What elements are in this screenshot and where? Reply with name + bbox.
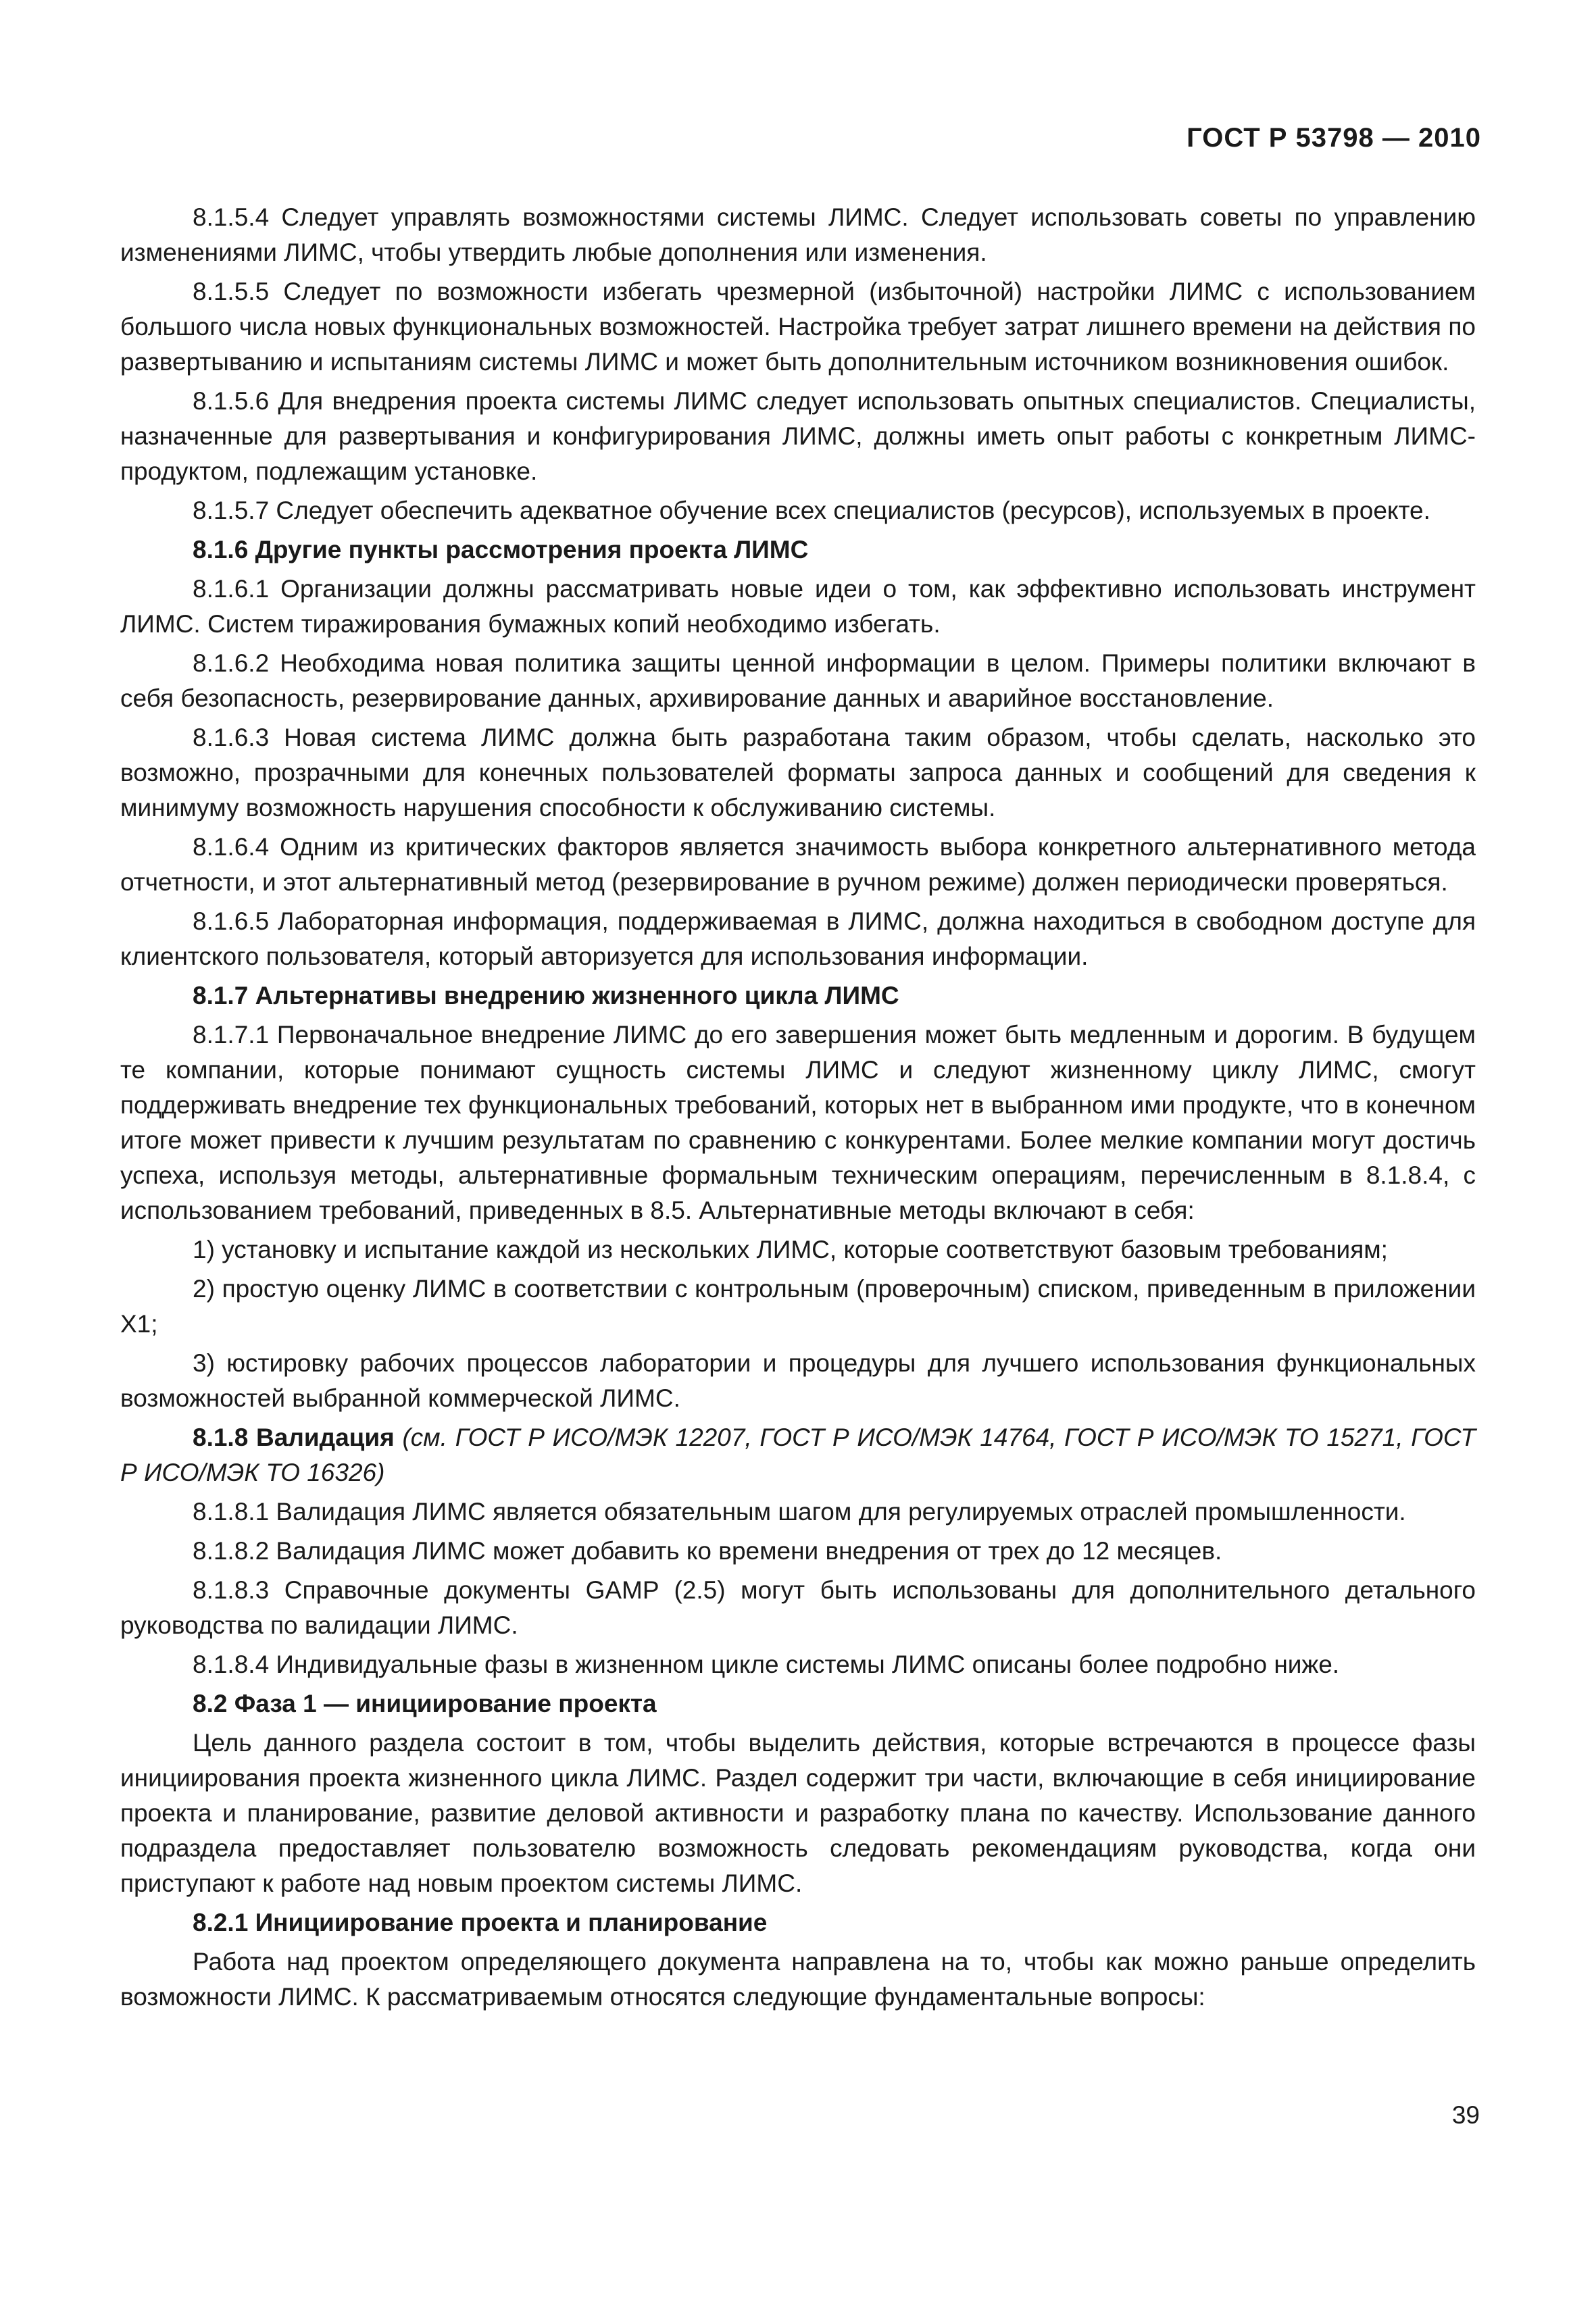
paragraph-8-2-1-intro: Работа над проектом определяющего документа направлена на то, чтобы как можно раньше определить возможности ЛИМС. К рассматриваемым относятся следующие фундаментальные вопросы: [120, 1948, 1476, 2011]
list-item-2: 2) простую оценку ЛИМС в соответствии с контрольным (проверочным) списком, приведенным в приложении X1; [120, 1275, 1476, 1338]
paragraph-8-1-7-1: 8.1.7.1 Первоначальное внедрение ЛИМС до его завершения может быть медленным и дорогим. В будущем те компании, которые понимают сущность системы ЛИМС и следуют жизненному циклу ЛИМС, смогут поддерживать внедрение тех функциональных требований, которых нет в выбранном ими продукте, что в конечном итоге может привести к лучшим результатам по сравнению с конкурентами. Более мелкие компании могут достичь успеха, используя методы, альтернативные формальным техническим операциям, перечисленным в 8.1.8.4, с использованием требований, приведенных в 8.5. Альтернативные методы включают в себя: [120, 1021, 1476, 1224]
heading-8-1-8-references: (см. ГОСТ Р ИСО/МЭК 12207, ГОСТ Р ИСО/МЭК 14764, ГОСТ Р ИСО/МЭК ТО 15271, ГОСТ Р ИСО/МЭК ТО 16326) [120, 1424, 1476, 1486]
heading-8-1-8-title: 8.1.8 Валидация [193, 1424, 395, 1451]
paragraph-8-1-8-3: 8.1.8.3 Справочные документы GAMP (2.5) могут быть использованы для дополнительного детального руководства по валидации ЛИМС. [120, 1576, 1476, 1639]
paragraph-8-1-5-6: 8.1.5.6 Для внедрения проекта системы ЛИМС следует использовать опытных специалистов. Специалисты, назначенные для развертывания и конфигурирования ЛИМС, должны иметь опыт работы с конкретным ЛИМС-продуктом, подлежащим установке. [120, 387, 1476, 485]
paragraph-8-1-5-7: 8.1.5.7 Следует обеспечить адекватное обучение всех специалистов (ресурсов), используемых в проекте. [193, 497, 1430, 524]
paragraph-8-1-5-4: 8.1.5.4 Следует управлять возможностями системы ЛИМС. Следует использовать советы по управлению изменениями ЛИМС, чтобы утвердить любые дополнения или изменения. [120, 203, 1476, 266]
paragraph-8-1-8-1: 8.1.8.1 Валидация ЛИМС является обязательным шагом для регулируемых отраслей промышленности. [193, 1498, 1406, 1526]
heading-8-1-6: 8.1.6 Другие пункты рассмотрения проекта ЛИМС [193, 536, 809, 563]
paragraph-8-1-6-1: 8.1.6.1 Организации должны рассматривать новые идеи о том, как эффективно использовать инструмент ЛИМС. Систем тиражирования бумажных копий необходимо избегать. [120, 575, 1476, 638]
heading-8-2: 8.2 Фаза 1 — инициирование проекта [193, 1690, 657, 1717]
paragraph-8-1-6-5: 8.1.6.5 Лабораторная информация, поддерживаемая в ЛИМС, должна находиться в свободном доступе для клиентского пользователя, который авторизуется для использования информации. [120, 907, 1476, 970]
paragraph-8-1-6-3: 8.1.6.3 Новая система ЛИМС должна быть разработана таким образом, чтобы сделать, насколько это возможно, прозрачными для конечных пользователей форматы запроса данных и сообщений для сведения к минимуму возможность нарушения способности к обслуживанию системы. [120, 724, 1476, 822]
paragraph-8-1-6-4: 8.1.6.4 Одним из критических факторов является значимость выбора конкретного альтернативного метода отчетности, и этот альтернативный метод (резервирование в ручном режиме) должен периодически проверяться. [120, 833, 1476, 896]
heading-8-1-8 [120, 1420, 1476, 1490]
page-number: 39 [1451, 2101, 1480, 2129]
paragraph-8-1-8-4: 8.1.8.4 Индивидуальные фазы в жизненном цикле системы ЛИМС описаны более подробно ниже. [193, 1651, 1340, 1678]
paragraph-8-1-8-2: 8.1.8.2 Валидация ЛИМС может добавить ко времени внедрения от трех до 12 месяцев. [193, 1537, 1222, 1565]
paragraph-8-1-5-5: 8.1.5.5 Следует по возможности избегать чрезмерной (избыточной) настройки ЛИМС с использованием большого числа новых функциональных возможностей. Настройка требует затрат лишнего времени на действия по развертыванию и испытаниям системы ЛИМС и может быть дополнительным источником возникновения ошибок. [120, 278, 1476, 376]
paragraph-8-2-intro: Цель данного раздела состоит в том, чтобы выделить действия, которые встречаются в процессе фазы инициирования проекта жизненного цикла ЛИМС. Раздел содержит три части, включающие в себя инициирование проекта и планирование, развитие деловой активности и разработку плана по качеству. Использование данного подраздела предоставляет пользователю возможность следовать рекомендациям руководства, когда они приступают к работе над новым проектом системы ЛИМС. [120, 1729, 1476, 1897]
heading-8-1-7: 8.1.7 Альтернативы внедрению жизненного цикла ЛИМС [193, 982, 899, 1009]
document-body [120, 200, 1476, 2019]
paragraph-8-1-6-2: 8.1.6.2 Необходима новая политика защиты ценной информации в целом. Примеры политики включают в себя безопасность, резервирование данных, архивирование данных и аварийное восстановление. [120, 649, 1476, 712]
list-item-1: 1) установку и испытание каждой из нескольких ЛИМС, которые соответствуют базовым требованиям; [193, 1236, 1388, 1263]
list-item-3: 3) юстировку рабочих процессов лаборатории и процедуры для лучшего использования функциональных возможностей выбранной коммерческой ЛИМС. [120, 1349, 1476, 1412]
document-header: ГОСТ Р 53798 — 2010 [1187, 123, 1481, 153]
heading-8-2-1: 8.2.1 Инициирование проекта и планирование [193, 1909, 768, 1936]
